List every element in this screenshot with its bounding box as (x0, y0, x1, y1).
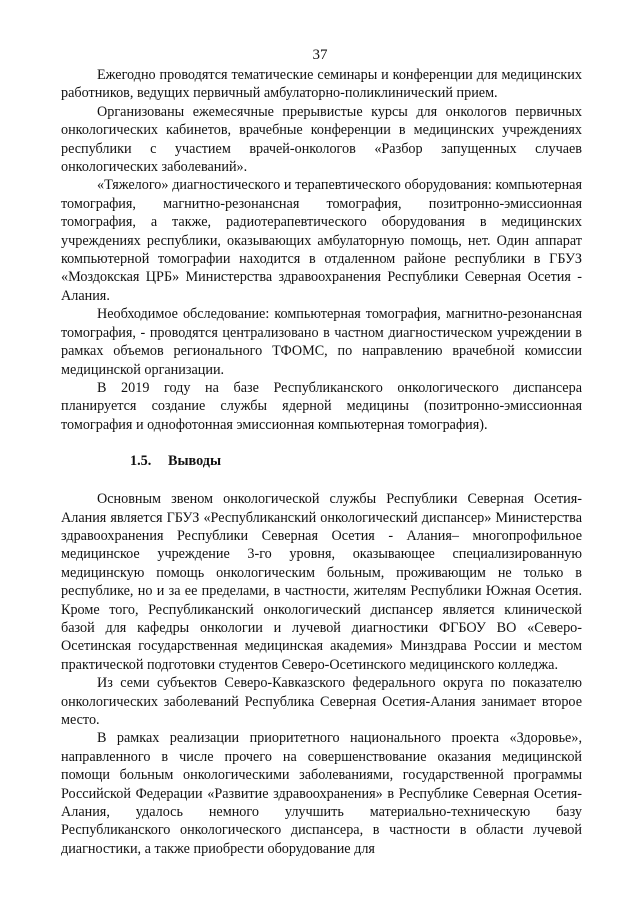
paragraph-required-examination: Необходимое обследование: компьютерная томография, магнитно-резонансная томография, - проводятся централизовано в частном диагностическом учреждении в рамках объемов регионального ТФОМС, по направлению врачебной комиссии медицинской организации. (61, 306, 582, 378)
paragraph-ranking: Из семи субъектов Северо-Кавказского федерального округа по показателю онкологических заболеваний Республика Северная Осетия-Алания занимает второе место. (61, 675, 582, 728)
paragraph-main-unit: Основным звеном онкологической службы Республики Северная Осетия-Алания является ГБУЗ «Республиканский онкологический диспансер» Министерства здравоохранения Республики Северная Осетия - Алания– многопрофильное медицинское учреждение 3-го уровня, оказывающее специализированную медицинскую помощь онкологическим больным, проживающим не только в республике, но и за ее пределами, в частности, жителям Республики Южная Осетия. Кроме того, Республиканский онкологический диспансер является клинической базой для кафедры онкологии и лучевой диагностики ФГБОУ ВО «Северо-Осетинская государственная медицинская академия» Минздрава России и местом практической подготовки студентов Северо-Осетинского медицинского колледжа. (61, 491, 582, 673)
section-heading (61, 452, 582, 470)
section-title: Выводы (168, 453, 222, 470)
document-body (61, 66, 582, 858)
section-number: 1.5. (130, 453, 152, 470)
paragraph-national-project: В рамках реализации приоритетного национального проекта «Здоровье», направленного в числе прочего на совершенствование оказания медицинской помощи больным онкологическими заболеваниями, государственной программы Российской Федерации «Развитие здравоохранения» в Республике Северная Осетия-Алания, удалось немного улучшить материально-техническую базу Республиканского онкологического диспансера, в частности в области лучевой диагностики, а также приобрести оборудование для (61, 730, 582, 857)
paragraph-nuclear-medicine: В 2019 году на базе Республиканского онкологического диспансера планируется создание службы ядерной медицины (позитронно-эмиссионная томография и однофотонная эмиссионная компьютерная томография). (61, 379, 582, 433)
paragraph-seminars: Ежегодно проводятся тематические семинары и конференции для медицинских работников, ведущих первичный амбулаторно-поликлинический прием. (61, 67, 582, 102)
page-number: 37 (312, 47, 328, 63)
paragraph-heavy-equipment: «Тяжелого» диагностического и терапевтического оборудования: компьютерная томография, магнитно-резонансная томография, позитронно-эмиссионная томография, а также, радиотерапевтического оборудования в медицинских учреждениях республики, оказывающих амбулаторную помощь, нет. Один аппарат компьютерной томографии находится в отдаленном районе республики в ГБУЗ «Моздокская ЦРБ» Министерства здравоохранения Республики Северная Осетия - Алания. (61, 177, 582, 304)
paragraph-courses: Организованы ежемесячные прерывистые курсы для онкологов первичных онкологических кабинетов, врачебные конференции в медицинских учреждениях республики с участием врачей-онкологов «Разбор запущенных случаев онкологических заболеваний». (61, 103, 582, 176)
